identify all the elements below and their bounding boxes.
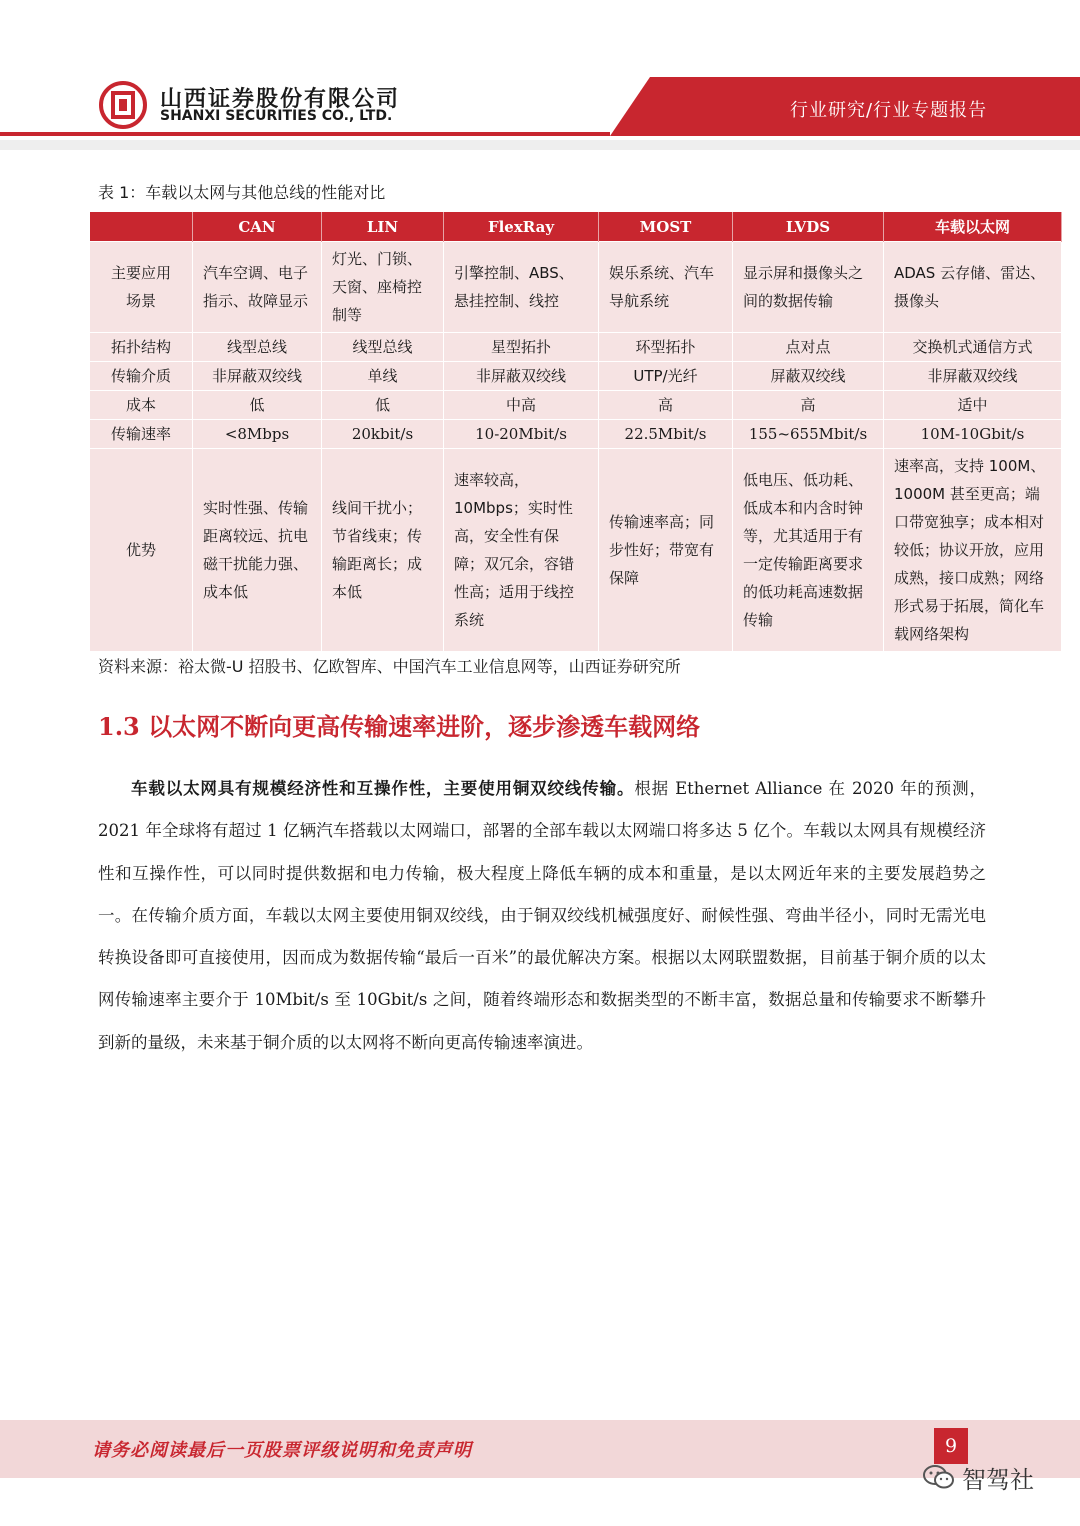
column-header: CAN [193, 212, 322, 242]
table-cell: UTP/光纤 [599, 362, 733, 391]
table-row [90, 391, 1062, 420]
table-cell: 线间干扰小；节省线束；传输距离长；成本低 [322, 449, 444, 652]
table-cell: 交换机式通信方式 [884, 333, 1062, 362]
table-cell: 155~655Mbit/s [733, 420, 884, 449]
table-caption: 表 1：车载以太网与其他总线的性能对比 [98, 183, 386, 202]
table-cell: 汽车空调、电子指示、故障显示 [193, 242, 322, 333]
body-paragraph [98, 768, 986, 1064]
table-cell: 环型拓扑 [599, 333, 733, 362]
table-cell: 非屏蔽双绞线 [884, 362, 1062, 391]
table-cell: 低电压、低功耗、低成本和内含时钟等，尤其适用于有一定传输距离要求的低功耗高速数据传输 [733, 449, 884, 652]
table-source-note: 资料来源：裕太微-U 招股书、亿欧智库、中国汽车工业信息网等，山西证券研究所 [98, 657, 681, 676]
row-label [90, 242, 193, 333]
disclaimer-notice: 请务必阅读最后一页股票评级说明和免责声明 [92, 1440, 472, 1461]
row-label: 拓扑结构 [90, 333, 193, 362]
table-cell: 适中 [884, 391, 1062, 420]
table-cell: 速率较高，10Mbps；实时性高，安全性有保障；双冗余，容错性高；适用于线控系统 [444, 449, 599, 652]
table-cell: 10M-10Gbit/s [884, 420, 1062, 449]
column-header [90, 212, 193, 242]
company-logo-icon [98, 80, 148, 130]
table-cell: 22.5Mbit/s [599, 420, 733, 449]
watermark [922, 1462, 1034, 1492]
row-label-text: 主要应用场景 [110, 264, 171, 310]
page-number: 9 [934, 1428, 968, 1464]
header-rule [0, 132, 610, 136]
page-header [0, 0, 1080, 150]
table-cell: 点对点 [733, 333, 884, 362]
table-cell: 20kbit/s [322, 420, 444, 449]
watermark-text: 智驾社 [962, 1465, 1034, 1494]
table-cell: 低 [322, 391, 444, 420]
table-cell: 灯光、门锁、天窗、座椅控制等 [322, 242, 444, 333]
wechat-icon [922, 1463, 956, 1491]
table-cell: 线型总线 [322, 333, 444, 362]
table-cell: 速率高，支持 100M、1000M 甚至更高；端口带宽独享；成本相对较低；协议开放，应用成熟，接口成熟；网络形式易于拓展，简化车载网络架构 [884, 449, 1062, 652]
row-label: 传输介质 [90, 362, 193, 391]
column-header: FlexRay [444, 212, 599, 242]
table-cell: 高 [733, 391, 884, 420]
report-type: 行业研究/行业专题报告 [790, 100, 988, 121]
table-cell: 非屏蔽双绞线 [193, 362, 322, 391]
table-cell: 屏蔽双绞线 [733, 362, 884, 391]
table-cell: 高 [599, 391, 733, 420]
table-cell: 显示屏和摄像头之间的数据传输 [733, 242, 884, 333]
row-label: 传输速率 [90, 420, 193, 449]
comparison-table [89, 212, 1062, 652]
table-row [90, 242, 1062, 333]
row-label: 优势 [90, 449, 193, 652]
table-cell: 10-20Mbit/s [444, 420, 599, 449]
table-row [90, 362, 1062, 391]
table-row [90, 420, 1062, 449]
paragraph-body: 根据 Ethernet Alliance 在 2020 年的预测，2021 年全球将有超过 1 亿辆汽车搭载以太网端口，部署的全部车载以太网端口将多达 5 亿个。车载以太网具有规模经济性和互操作性，可以同时提供数据和电力传输，极大程度上降低车辆的成本和重量，是以太网近年来的主要发展趋势之一。在传输介质方面，车载以太网主要使用铜双绞线，由于铜双绞线机械强度好、耐候性强、弯曲半径小，同时无需光电转换设备即可直接使用，因而成为数据传输“最后一百米”的最优解决方案。根据以太网联盟数据，目前基于铜介质的以太网传输速率主要介于 10Mbit/s 至 10Gbit/s 之间，随着终端形态和数据类型的不断丰富，数据总量和传输要求不断攀升到新的量级，未来基于铜介质的以太网将不断向更高传输速率演进。 [98, 779, 986, 1052]
table-cell: 实时性强、传输距离较远、抗电磁干扰能力强、成本低 [193, 449, 322, 652]
table-header-row [90, 212, 1062, 242]
table-cell: 星型拓扑 [444, 333, 599, 362]
header-background [0, 0, 1080, 150]
table-cell: 单线 [322, 362, 444, 391]
column-header: 车载以太网 [884, 212, 1062, 242]
company-name-en: SHANXI SECURITIES CO., LTD. [160, 108, 393, 124]
table-cell: 引擎控制、ABS、悬挂控制、线控 [444, 242, 599, 333]
table-row [90, 333, 1062, 362]
table-cell: <8Mbps [193, 420, 322, 449]
table-row [90, 449, 1062, 652]
company-name-cn: 山西证券股份有限公司 [160, 87, 401, 112]
table-cell: 传输速率高；同步性好；带宽有保障 [599, 449, 733, 652]
column-header: MOST [599, 212, 733, 242]
section-heading: 1.3 以太网不断向更高传输速率进阶，逐步渗透车载网络 [98, 712, 701, 741]
column-header: LVDS [733, 212, 884, 242]
table-cell: 非屏蔽双绞线 [444, 362, 599, 391]
paragraph-lead: 车载以太网具有规模经济性和互操作性，主要使用铜双绞线传输。 [131, 779, 635, 798]
table-cell: ADAS 云存储、雷达、摄像头 [884, 242, 1062, 333]
column-header: LIN [322, 212, 444, 242]
table-cell: 线型总线 [193, 333, 322, 362]
row-label: 成本 [90, 391, 193, 420]
table-cell: 中高 [444, 391, 599, 420]
table-cell: 低 [193, 391, 322, 420]
table-cell: 娱乐系统、汽车导航系统 [599, 242, 733, 333]
